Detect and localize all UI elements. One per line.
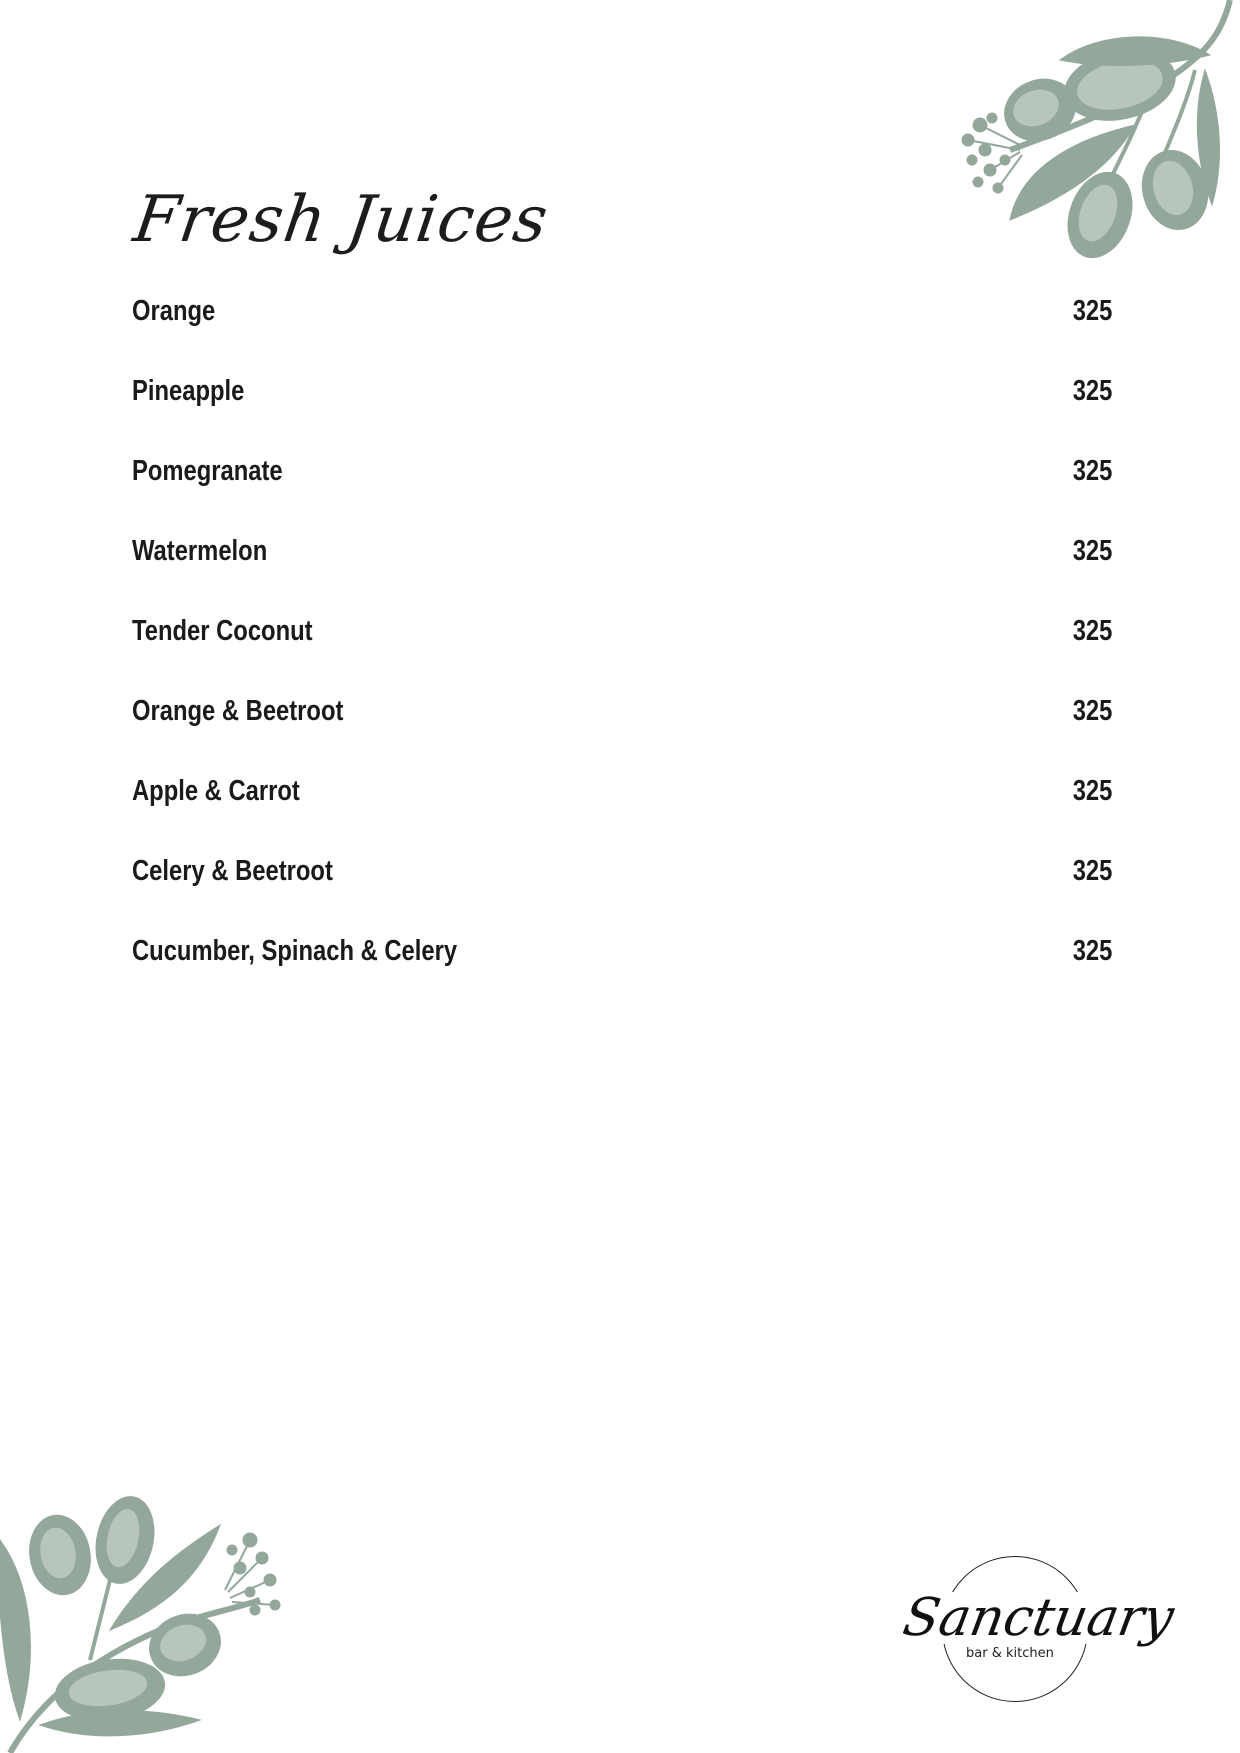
menu-item-name: Watermelon — [132, 535, 268, 567]
menu-item-price: 325 — [1072, 295, 1112, 327]
menu-item-price: 325 — [1072, 775, 1112, 807]
menu-item-name: Cucumber, Spinach & Celery — [132, 935, 458, 967]
menu-item — [132, 373, 1112, 453]
menu-item — [132, 613, 1112, 693]
menu-item-price: 325 — [1072, 935, 1112, 967]
menu-item — [132, 293, 1112, 373]
menu-item-name: Apple & Carrot — [132, 775, 300, 807]
menu-item-name: Orange — [132, 295, 216, 327]
olive-branch-bottom-icon — [0, 1480, 290, 1753]
menu-item — [132, 853, 1112, 933]
logo-script-text: Sanctuary — [895, 1592, 1183, 1644]
menu-item — [132, 693, 1112, 773]
brand-logo — [898, 1552, 1179, 1712]
menu-item-price: 325 — [1072, 455, 1112, 487]
menu-item-name: Orange & Beetroot — [132, 695, 344, 727]
page-title: Fresh Juices — [129, 183, 553, 257]
olive-branch-top-icon — [950, 0, 1240, 270]
menu-item — [132, 533, 1112, 613]
menu-item-name: Celery & Beetroot — [132, 855, 333, 887]
menu-item-name: Tender Coconut — [132, 615, 313, 647]
menu-item-price: 325 — [1072, 375, 1112, 407]
menu-item-name: Pineapple — [132, 375, 245, 407]
menu-item — [132, 453, 1112, 533]
menu-list — [132, 293, 1112, 1013]
logo-subtitle: bar & kitchen — [966, 1646, 1054, 1661]
menu-item — [132, 773, 1112, 853]
menu-item-price: 325 — [1072, 695, 1112, 727]
menu-item-price: 325 — [1072, 535, 1112, 567]
menu-item-name: Pomegranate — [132, 455, 283, 487]
menu-item — [132, 933, 1112, 1013]
menu-item-price: 325 — [1072, 615, 1112, 647]
menu-item-price: 325 — [1072, 855, 1112, 887]
